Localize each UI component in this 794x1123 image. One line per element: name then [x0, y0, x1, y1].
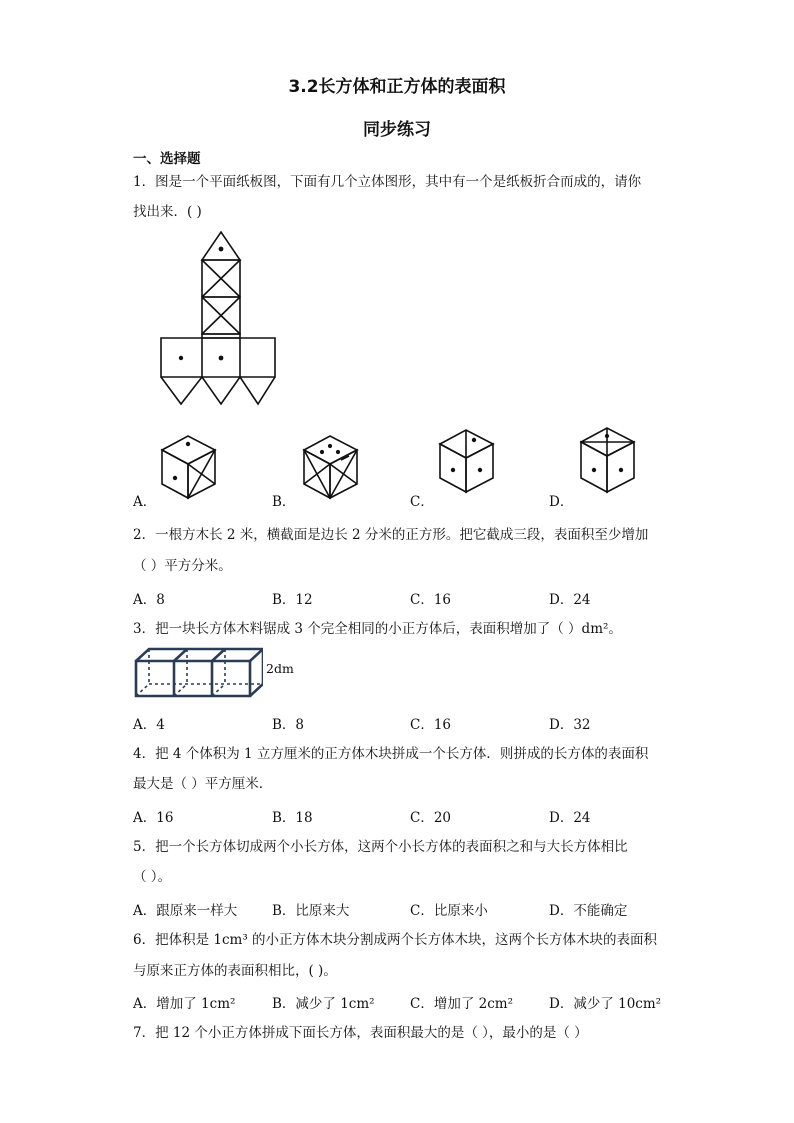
q4-option-c[interactable]: C．20: [410, 810, 452, 826]
q3-option-b[interactable]: B．8: [272, 717, 305, 733]
q4-text-line2: 最大是（ ）平方厘米．: [133, 776, 273, 792]
q1-option-d[interactable]: D．: [549, 494, 574, 510]
q3-option-c[interactable]: C．16: [410, 717, 452, 733]
q3-option-d[interactable]: D．32: [549, 717, 591, 733]
q1-net-figure: [155, 228, 281, 408]
q5-option-a[interactable]: A．跟原来一样大: [133, 903, 238, 919]
q6-text-line1: 6．把体积是 1cm³ 的小正方体木块分割成两个长方体木块，这两个长方体木块的表面积: [133, 932, 658, 948]
q1-option-a-cube: [158, 432, 220, 502]
q5-option-c[interactable]: C．比原来小: [410, 903, 488, 919]
q1-option-c-cube: [436, 426, 498, 496]
q4-option-a[interactable]: A．16: [133, 810, 174, 826]
q2-text-line1: 2．一根方木长 2 米，横截面是边长 2 分米的正方形。把它截成三段，表面积至少增加: [133, 527, 649, 543]
q1-option-d-cube: [577, 424, 639, 496]
q2-option-a[interactable]: A．8: [133, 592, 165, 608]
q2-option-c[interactable]: C．16: [410, 592, 452, 608]
q4-text-line1: 4．把 4 个体积为 1 立方厘米的正方体木块拼成一个长方体．则拼成的长方体的表面积: [133, 746, 649, 762]
q5-option-b[interactable]: B．比原来大: [272, 903, 350, 919]
page-title: 3.2长方体和正方体的表面积: [288, 77, 506, 97]
q4-option-b[interactable]: B．18: [272, 810, 313, 826]
q1-option-b-cube: [300, 432, 362, 502]
q1-text-line2: 找出来．( ): [133, 204, 202, 220]
q1-option-a[interactable]: A．: [133, 494, 157, 510]
q6-option-b[interactable]: B．减少了 1cm²: [272, 996, 375, 1012]
q6-option-c[interactable]: C．增加了 2cm²: [410, 996, 513, 1012]
q3-dimension-label: 2dm: [266, 661, 294, 676]
q6-option-d[interactable]: D．减少了 10cm²: [549, 996, 662, 1012]
q3-text-line1: 3．把一块长方体木料锯成 3 个完全相同的小正方体后，表面积增加了（ ）dm²。: [133, 621, 622, 637]
q5-text-line1: 5．把一个长方体切成两个小长方体，这两个小长方体的表面积之和与大长方体相比: [133, 839, 628, 855]
q1-text-line1: 1．图是一个平面纸板图，下面有几个立体图形，其中有一个是纸板折合而成的，请你: [133, 174, 642, 190]
page-subtitle: 同步练习: [363, 120, 431, 140]
q6-text-line2: 与原来正方体的表面积相比，( )。: [133, 963, 337, 979]
q3-cuboid-figure: [133, 646, 263, 698]
q1-option-b[interactable]: B．: [272, 494, 296, 510]
q6-option-a[interactable]: A．增加了 1cm²: [133, 996, 236, 1012]
section-heading: 一、选择题: [133, 151, 201, 167]
q1-option-c[interactable]: C．: [410, 494, 434, 510]
q3-option-a[interactable]: A．4: [133, 717, 165, 733]
q4-option-d[interactable]: D．24: [549, 810, 591, 826]
q5-text-line2: （ ）。: [133, 869, 172, 885]
q2-option-b[interactable]: B．12: [272, 592, 313, 608]
q7-text-line1: 7．把 12 个小正方体拼成下面长方体，表面积最大的是（ ），最小的是（ ）: [133, 1025, 588, 1041]
q5-option-d[interactable]: D．不能确定: [549, 903, 628, 919]
q2-text-line2: （ ）平方分米。: [133, 558, 232, 574]
q2-option-d[interactable]: D．24: [549, 592, 591, 608]
